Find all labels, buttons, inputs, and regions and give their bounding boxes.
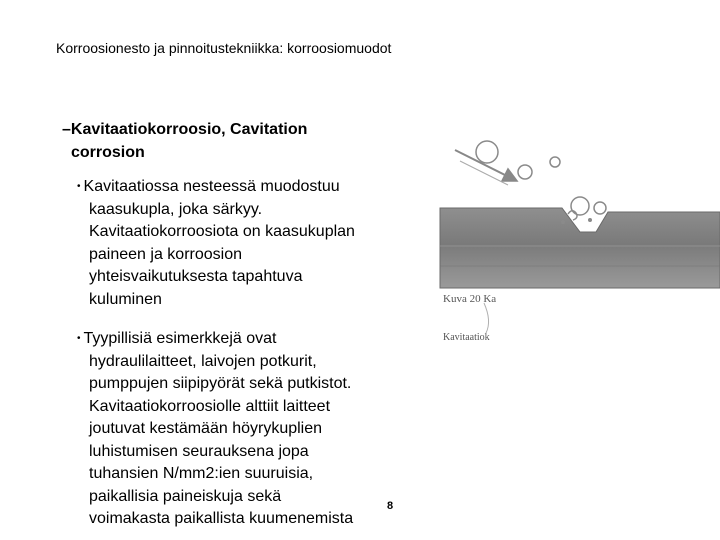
bullet-line: tuhansien N/mm2:ien suuruisia,	[89, 465, 314, 482]
page-number: 8	[387, 500, 394, 512]
bullet-line: joutuvat kestämään höyrykuplien	[89, 420, 323, 437]
figure-caption: Kuva 20 Ka	[443, 293, 497, 305]
bullet-line: • Tyypillisiä esimerkkejä ovat	[77, 330, 277, 347]
heading-line-2: corrosion	[71, 144, 145, 161]
vapor-bubble	[571, 197, 589, 215]
vapor-bubble	[518, 165, 532, 179]
bullet-line: pumppujen siipipyörät sekä putkistot.	[89, 375, 352, 392]
bullet-cavitation-definition	[77, 176, 355, 311]
vapor-bubble	[476, 141, 498, 163]
slide-header: Korroosionesto ja pinnoitustekniikka: korroosiomuodot	[56, 40, 392, 56]
bullet-cavitation-examples	[77, 328, 353, 531]
cavitation-illustration	[430, 128, 720, 358]
vapor-bubble	[550, 157, 560, 167]
bullet-line: Kavitaatiokorroosiota on kaasukuplan	[89, 223, 355, 240]
bullet-line: hydraulilaitteet, laivojen potkurit,	[89, 352, 317, 370]
bullet-line: luhistumisen seurauksena jopa	[89, 442, 309, 460]
bullet-marker: •	[77, 333, 81, 344]
bullet-line: paikallisia paineiskuja sekä	[89, 487, 282, 505]
bullet-marker: •	[77, 181, 81, 192]
metal-surface	[440, 208, 720, 288]
vapor-bubble	[594, 202, 606, 214]
slide-heading	[62, 118, 307, 164]
bullet-line: yhteisvaikutuksesta tapahtuva	[89, 268, 303, 285]
label-pointer	[484, 303, 489, 333]
bullet-line: kaasukupla, joka särkyy.	[89, 200, 263, 218]
bullet-line: • Kavitaatiossa nesteessä muodostuu	[77, 178, 340, 195]
figure-label: Kavitaatiok	[443, 332, 490, 343]
bullet-line: paineen ja korroosion	[89, 245, 242, 263]
heading-line-1: –Kavitaatiokorroosio, Cavitation	[62, 121, 308, 138]
bullet-line: voimakasta paikallista kuumenemista	[89, 510, 354, 527]
bullet-line: kuluminen	[89, 290, 162, 308]
bullet-line: Kavitaatiokorroosiolle alttiit laitteet	[89, 397, 331, 415]
